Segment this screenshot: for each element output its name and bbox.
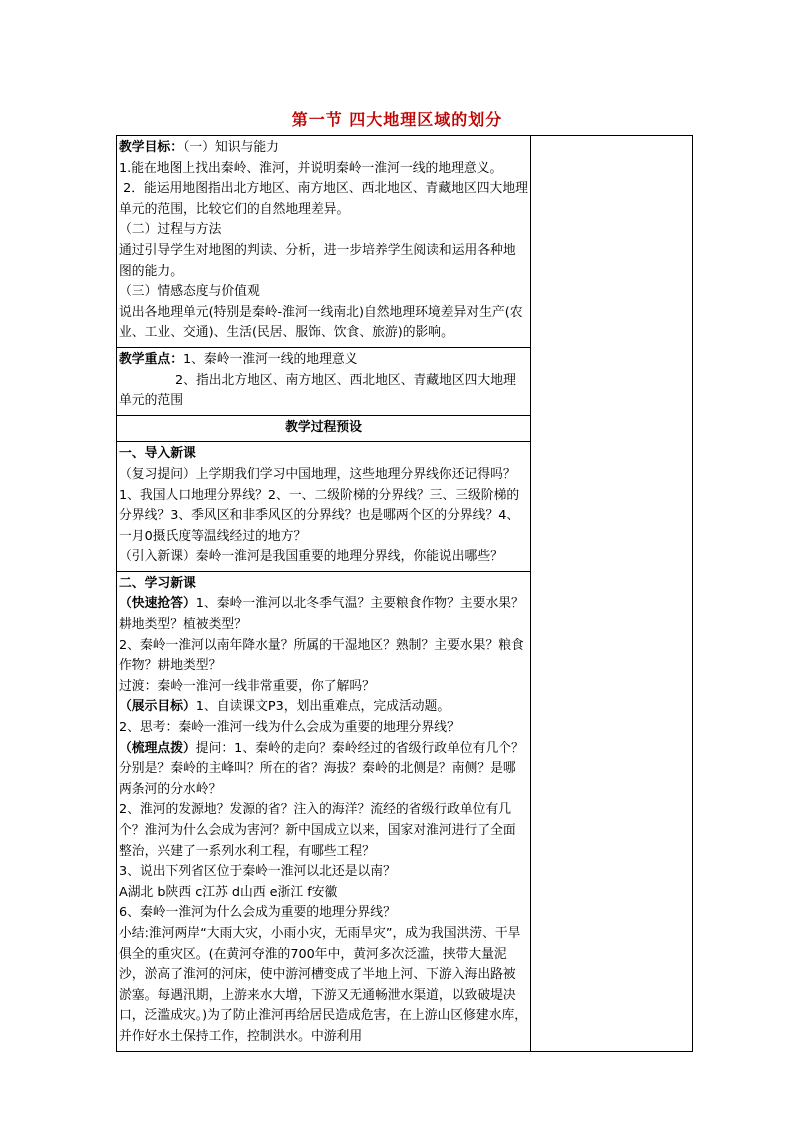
section-1-cell [117, 442, 531, 572]
sort-guide-label: （梳理点拨） [119, 740, 196, 756]
key-point-1: 1、秦岭一淮河一线的地理意义 [182, 351, 358, 367]
process-method-text: 通过引导学生对地图的判读、分析，进一步培养学生阅读和运用各种地图的能力。 [119, 242, 516, 279]
summary-text: 小结:淮河两岸“大雨大灾，小雨小灾，无雨旱灾”，成为我国洪涝、干旱俱全的重灾区。(在黄河夺淮的700年中，黄河多次泛滥，挟带大量泥沙，淤高了淮河的河床，使中游河槽变成了半地上河、下游入海出路被淤塞。每遇汛期，上游来水大增，下游又无通畅泄水渠道，以致破堤决口，泛滥成灾。)为了防止淮河再给居民造成危害，在上游山区修建水库，并作好水土保持工作，控制洪水。中游利用 [119, 925, 528, 1044]
question-3: 3、说出下列省区位于秦岭一淮河以北还是以南？ [119, 864, 396, 880]
objectives-label: 教学目标： [119, 140, 183, 155]
objectives-line-1 [119, 138, 528, 159]
emotion-heading: （三）情感态度与价值观 [119, 284, 260, 300]
show-goal-label: （展示目标） [119, 699, 196, 715]
objective-1: 1.能在地图上找出秦岭、淮河，并说明秦岭一淮河一线的地理意义。 [119, 160, 503, 176]
show-goal-text: 1、自读课文P3，划出重难点，完成活动题。 [195, 699, 451, 715]
quick-answer-label: （快速抢答） [119, 596, 196, 612]
notes-column [531, 136, 693, 1052]
objectives-cell [117, 136, 531, 348]
quick-answer-text: 1、秦岭一淮河以北冬季气温？主要粮食作物？主要水果？耕地类型？植被类型？ [119, 596, 524, 633]
process-method-heading: （二）过程与方法 [119, 222, 222, 238]
transition-text: 过渡：秦岭一淮河一线非常重要，你了解吗？ [119, 678, 375, 694]
key-point-2: 2、指出北方地区、南方地区、西北地区、青藏地区四大地理单元的范围 [119, 372, 516, 409]
key-points-cell [117, 347, 531, 415]
objectives-row [117, 136, 693, 348]
section-2-cell [117, 571, 531, 1051]
think-question: 2、思考：秦岭一淮河一线为什么会成为重要的地理分界线？ [119, 720, 460, 736]
section-1-intro: （引入新课）秦岭一淮河是我国重要的地理分界线，你能说出哪些？ [119, 549, 503, 565]
sort-guide-text: 提问：1、秦岭的走向？秦岭经过的省级行政单位有几个？分别是？秦岭的主峰叫？所在的省？海拔？秦岭的北侧是？南侧？是哪两条河的分水岭？ [119, 740, 524, 797]
knowledge-heading: （一）知识与能力 [182, 140, 279, 155]
section-1-heading: 一、导入新课 [119, 446, 196, 462]
emotion-text: 说出各地理单元(特别是秦岭-淮河一线南北)自然地理环境差异对生产(农业、工业、交通)、生活(民居、服饰、饮食、旅游)的影响。 [119, 304, 523, 341]
key-points-label: 教学重点： [119, 351, 183, 367]
page-title: 第一节 四大地理区域的划分 [291, 110, 503, 129]
province-options: A湖北 b陕西 c江苏 d山西 e浙江 f安徽 [119, 884, 338, 900]
question-2: 2、秦岭一淮河以南年降水量？所属的干湿地区？熟制？主要水果？粮食作物？耕地类型？ [119, 637, 524, 674]
section-1-review: （复习提问）上学期我们学习中国地理，这些地理分界线你还记得吗？1、我国人口地理分界线？2、一、二级阶梯的分界线？三、三级阶梯的分界线？3、季风区和非季风区的分界线？也是哪两个区的分界线？4、一月0摄氏度等温线经过的地方？ [119, 466, 520, 544]
section-2-heading: 二、学习新课 [119, 575, 196, 591]
question-6: 6、秦岭一淮河为什么会成为重要的地理分界线？ [119, 905, 396, 921]
huai-river-question: 2、淮河的发源地？发源的省？注入的海洋？流经的省级行政单位有几个？淮河为什么会成为害河？新中国成立以来，国家对淮河进行了全面整治，兴建了一系列水利工程，有哪些工程？ [119, 802, 516, 859]
process-header: 教学过程预设 [117, 415, 531, 442]
lesson-plan-table [116, 135, 693, 1052]
objective-2: 2．能运用地图指出北方地区、南方地区、西北地区、青藏地区四大地理单元的范围，比较它们的自然地理差异。 [119, 181, 528, 217]
